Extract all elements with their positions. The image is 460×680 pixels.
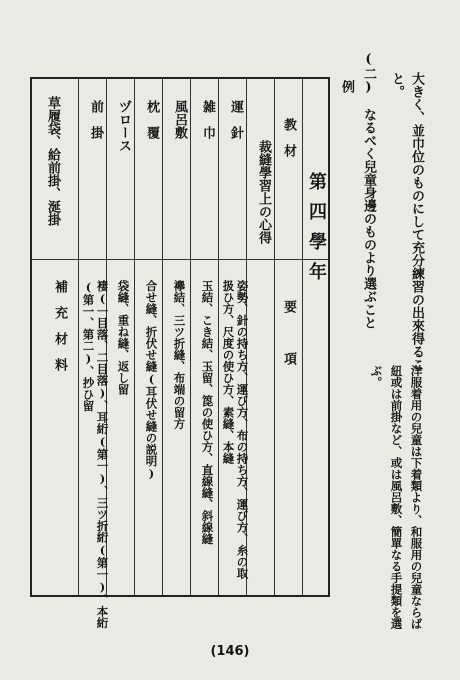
material-cell: 風呂敷 <box>172 100 187 139</box>
divider <box>32 259 328 260</box>
content-cell: 袋縫、重ね縫、返し留 <box>116 280 131 395</box>
content-cell: (第一、第二)、抄ひ留 <box>81 280 96 412</box>
supplement-label: 補 充 材 料 <box>52 280 67 371</box>
intro-line-1: 大きく、並巾位のものにして充分練習の出來得るこ <box>409 72 424 371</box>
material-cell: 裁縫學習上の心得 <box>256 140 271 244</box>
divider <box>274 79 275 595</box>
material-cell: 前 掛 <box>88 100 103 139</box>
material-cell: 草履袋、給前掛、涎掛 <box>45 96 60 226</box>
right-note-line-2: 紐或は前掛など、或は風呂敷、簡單なる手提類を選 <box>389 365 404 630</box>
intro-line-3: (二) なるべく兒童身邊のものより選ぶこと <box>361 52 376 329</box>
content-cell: 姿勢、針の持ち方、運び方、布の持ち方、運び方、糸の取 <box>235 280 250 579</box>
material-cell: ヅロース <box>116 100 131 152</box>
material-cell: 枕 覆 <box>144 100 159 139</box>
content-cell: 褄(一目落、二目落)、耳絎(第一)、三ツ折絎(第一)、本絎 <box>95 280 110 629</box>
header-items: 要 項 <box>281 300 296 365</box>
content-cell: 襷結、三ツ折縫、布端の留方 <box>172 280 187 430</box>
material-cell: 運 針 <box>228 100 243 139</box>
table-title: 第四學年 <box>306 172 327 292</box>
right-note-line-3: ぶ。 <box>369 365 384 388</box>
intro-line-2: と。 <box>389 72 404 98</box>
divider <box>78 79 79 595</box>
material-cell: 雑 巾 <box>200 100 215 139</box>
content-cell: 扱ひ方、尺度の使ひ方、素縫、本縫 <box>221 280 236 464</box>
divider <box>134 79 135 595</box>
intro-example-label: 例 <box>339 80 354 93</box>
divider <box>218 79 219 595</box>
right-note-line-1: 洋服着用の兒童は下着類より、和服用の兒童ならば <box>409 365 424 630</box>
page-number: (146) <box>210 644 250 659</box>
content-cell: 玉結、こき結、玉留、箆の使ひ方、直線縫、斜線縫 <box>200 280 215 545</box>
divider <box>302 79 303 595</box>
divider <box>190 79 191 595</box>
content-cell: 合せ縫、折伏せ縫(耳伏せ縫の説明) <box>144 280 159 481</box>
divider <box>162 79 163 595</box>
header-materials: 教 材 <box>281 118 296 157</box>
